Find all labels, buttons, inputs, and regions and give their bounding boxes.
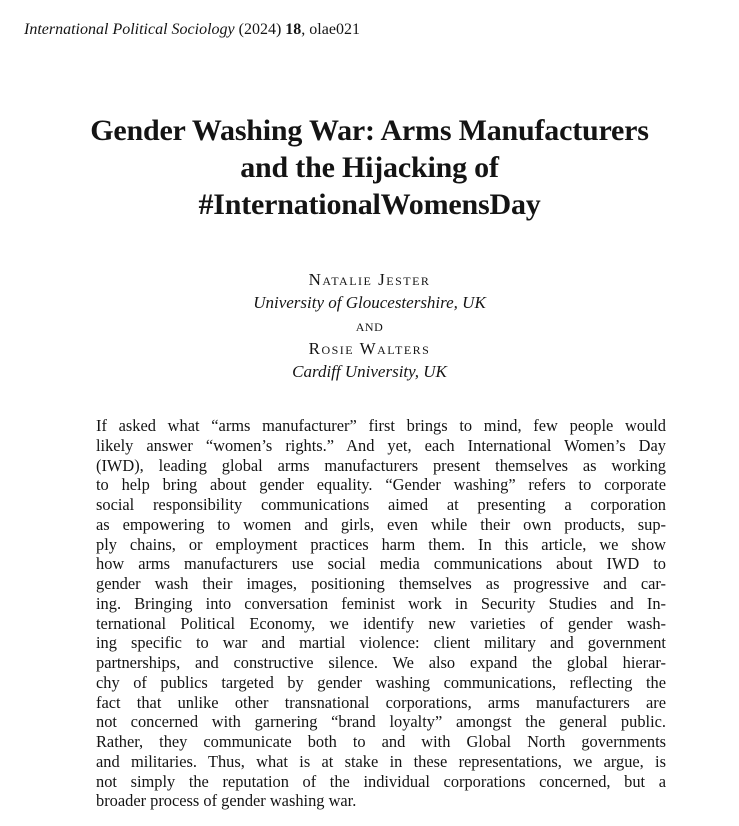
abstract: [96, 416, 666, 811]
abstract-line: social responsibility communications aimed at presenting a corporation: [96, 495, 666, 514]
abstract-line: If asked what “arms manufacturer” first brings to mind, few people would: [96, 416, 666, 435]
abstract-line: how arms manufacturers use social media communications about IWD to: [96, 554, 666, 574]
abstract-line: to help bring about gender equality. “Gender washing” refers to corporate: [96, 475, 666, 495]
abstract-line: partnerships, and constructive silence. We also expand the global hierar-: [96, 653, 666, 672]
journal-name: International Political Sociology: [24, 21, 235, 38]
article-id: , olae021: [301, 21, 360, 38]
title-line: Gender Washing War: Arms Manufacturers: [90, 114, 649, 147]
volume-number: 18: [285, 21, 302, 38]
abstract-line: as empowering to women and girls, even while their own products, sup-: [96, 514, 666, 534]
abstract-line: not concerned with garnering “brand loyalty” amongst the general public.: [96, 712, 666, 732]
abstract-line: ing specific to war and martial violence: client military and government: [96, 633, 666, 653]
author-name: Rosie Walters: [308, 339, 431, 358]
abstract-line: ply chains, or employment practices harm them. In this article, we show: [96, 534, 666, 554]
abstract-line: gender wash their images, positioning themselves as progressive and car-: [96, 574, 666, 593]
running-head: [24, 20, 360, 40]
abstract-line: likely answer “women’s rights.” And yet, each International Women’s Day: [96, 435, 666, 455]
abstract-line: not simply the reputation of the individual corporations concerned, but a: [96, 771, 666, 791]
title-line: #InternationalWomensDay: [198, 188, 541, 221]
abstract-line: (IWD), leading global arms manufacturers present themselves as working: [96, 455, 666, 475]
author-block: [0, 268, 739, 383]
abstract-line: fact that unlike other transnational corporations, arms manufacturers are: [96, 692, 666, 712]
abstract-line: Rather, they communicate both to and with Global North governments: [96, 732, 666, 751]
author-name: Natalie Jester: [308, 270, 431, 289]
abstract-line: and militaries. Thus, what is at stake in these representations, we argue, is: [96, 751, 666, 771]
author-affiliation: University of Gloucestershire, UK: [253, 293, 486, 312]
article-title: [20, 112, 719, 223]
author-separator: and: [355, 316, 384, 335]
abstract-line: ternational Political Economy, we identify new varieties of gender wash-: [96, 613, 666, 633]
publication-year: (2024): [238, 21, 282, 38]
abstract-line: chy of publics targeted by gender washing communications, reflecting the: [96, 672, 666, 692]
abstract-line: ing. Bringing into conversation feminist work in Security Studies and In-: [96, 593, 666, 613]
author-affiliation: Cardiff University, UK: [292, 362, 447, 381]
title-line: and the Hijacking of: [240, 151, 499, 184]
abstract-line: broader process of gender washing war.: [96, 791, 357, 811]
